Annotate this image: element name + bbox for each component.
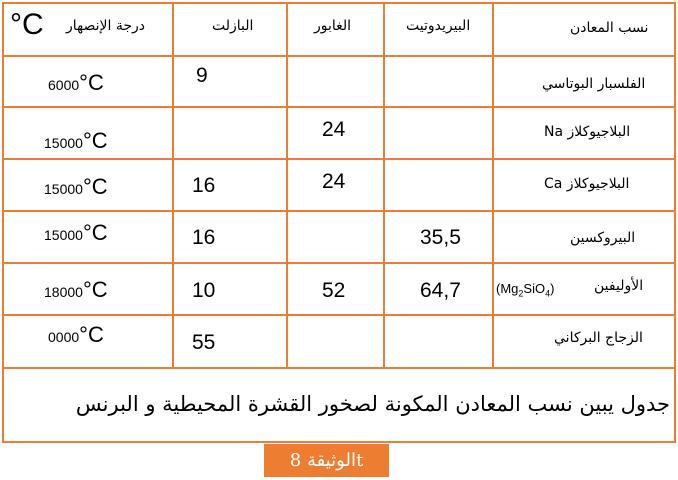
mineral-name: البلاجيوكلاز Ca <box>544 176 630 192</box>
header-melting-temp: درجة الإنصهار <box>66 18 145 34</box>
header-peridotite: البيريدوتيت <box>406 18 471 34</box>
table-border-right <box>674 2 676 443</box>
temp-unit: °C <box>82 277 108 302</box>
table-caption: جدول يبين نسب المعادن المكونة لصخور القشرة المحيطية و البرنس <box>75 392 670 416</box>
temp-unit: °C <box>79 322 104 347</box>
row-divider <box>2 210 676 212</box>
basalt-value: 10 <box>192 279 216 302</box>
temp-value: 15000 <box>44 181 83 197</box>
temp-unit: °C <box>82 174 108 199</box>
peridotite-value: 35,5 <box>420 226 461 249</box>
melting-temperature <box>44 220 108 246</box>
row-divider <box>2 106 676 108</box>
mineral-name: البلاجيوكلاز Na <box>544 124 631 140</box>
melting-temperature <box>48 322 104 348</box>
header-melting-unit: °C <box>10 8 44 41</box>
table-border-left <box>2 2 4 443</box>
formula-part: SiO <box>523 281 546 296</box>
formula-part: (Mg <box>496 281 519 296</box>
document-label: الوثيقة 8t <box>264 444 389 477</box>
melting-temperature <box>44 174 108 200</box>
temp-unit: °C <box>79 70 104 95</box>
temp-value: 15000 <box>44 227 83 243</box>
formula-part: ) <box>550 281 555 296</box>
melting-temperature <box>48 70 104 96</box>
table-border-top <box>2 2 676 4</box>
gabbro-value: 24 <box>322 118 346 141</box>
temp-value: 15000 <box>44 135 83 151</box>
row-divider <box>2 158 676 160</box>
chemical-formula <box>496 281 554 299</box>
melting-temperature <box>44 128 108 154</box>
basalt-value: 9 <box>196 64 208 87</box>
peridotite-value: 64,7 <box>420 279 461 302</box>
row-divider <box>2 367 676 369</box>
melting-temperature <box>44 277 108 303</box>
basalt-value: 55 <box>192 331 216 354</box>
temp-value: 18000 <box>44 284 83 300</box>
basalt-value: 16 <box>192 226 216 249</box>
row-divider <box>2 262 676 264</box>
basalt-value: 16 <box>192 174 216 197</box>
temp-unit: °C <box>82 220 108 245</box>
header-basalt: البازلت <box>212 18 254 34</box>
gabbro-value: 24 <box>322 170 346 193</box>
header-gabbro: الغابور <box>314 18 352 34</box>
mineral-name: البيروكسين <box>570 230 636 246</box>
formula-subscript: 4 <box>545 288 551 299</box>
temp-value: 0000 <box>48 329 80 345</box>
formula-subscript: 2 <box>518 288 524 299</box>
table-border-bottom <box>2 441 676 443</box>
row-divider <box>2 314 676 316</box>
header-minerals: نسب المعادن <box>570 20 649 36</box>
mineral-name: الزجاج البركاني <box>554 330 643 346</box>
mineral-name: الأوليفين <box>594 278 644 294</box>
mineral-name: الفلسبار البوتاسي <box>542 76 646 92</box>
temp-unit: °C <box>82 128 108 153</box>
gabbro-value: 52 <box>322 279 346 302</box>
temp-value: 6000 <box>48 77 80 93</box>
row-divider <box>2 55 676 57</box>
